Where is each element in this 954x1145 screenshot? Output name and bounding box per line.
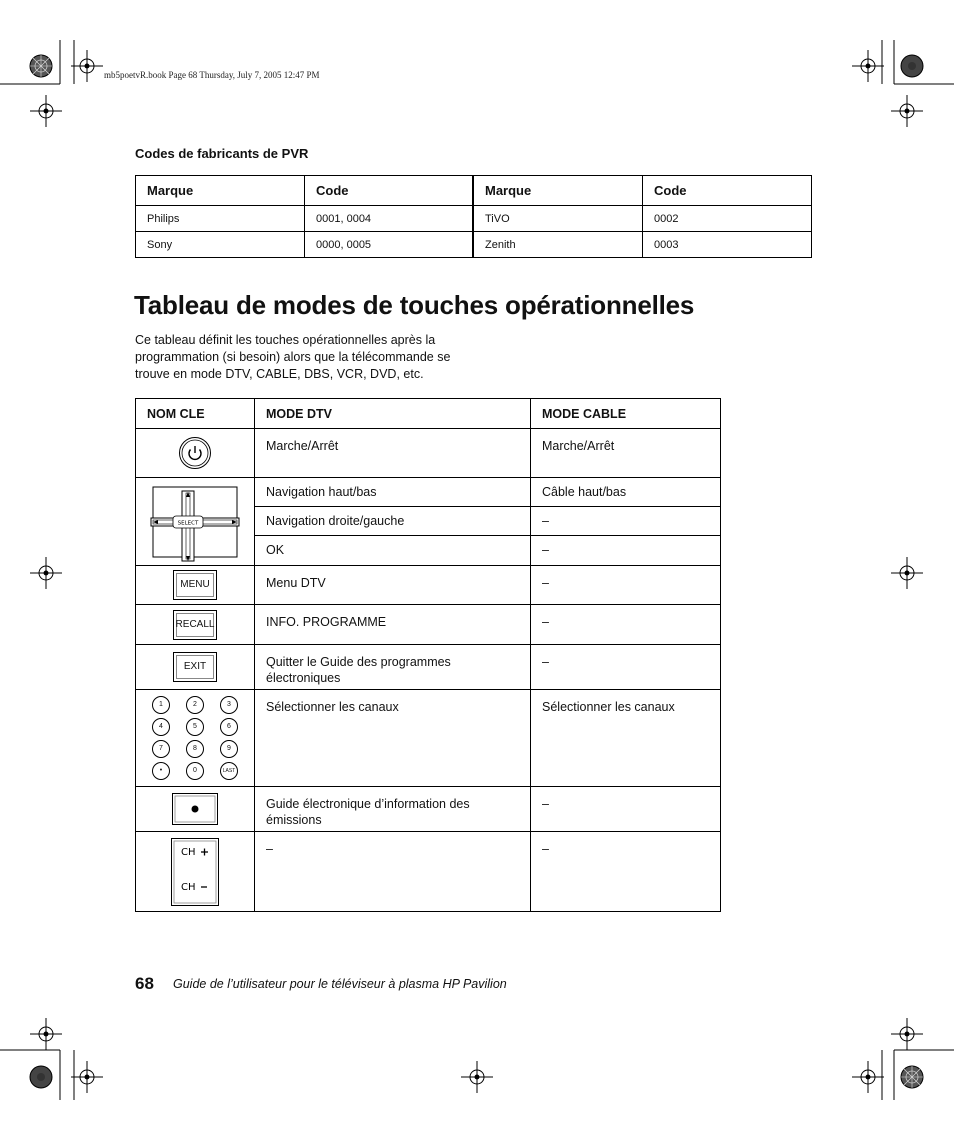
table-cell: – xyxy=(531,536,721,566)
column-header: Marque xyxy=(473,176,643,206)
key-3-icon: 3 xyxy=(220,696,238,714)
key-cell xyxy=(136,429,255,478)
table-cell: – xyxy=(531,787,721,832)
table-cell: – xyxy=(531,832,721,912)
page-title: Tableau de modes de touches opérationnelles xyxy=(134,290,695,320)
channel-up-label: CH xyxy=(181,846,196,858)
table-cell: Zenith xyxy=(473,232,643,258)
key-4-icon: 4 xyxy=(152,718,170,736)
table-row xyxy=(136,566,721,605)
column-header: Code xyxy=(305,176,474,206)
table-cell: Navigation haut/bas xyxy=(255,478,531,507)
table-cell: – xyxy=(531,507,721,536)
table-row xyxy=(136,206,812,232)
table-header-row xyxy=(136,399,721,429)
table-cell: – xyxy=(531,566,721,605)
table-cell: Navigation droite/gauche xyxy=(255,507,531,536)
key-9-icon: 9 xyxy=(220,740,238,758)
table-cell: 0002 xyxy=(643,206,812,232)
key-cell xyxy=(136,478,255,566)
table-cell: – xyxy=(255,832,531,912)
table-cell: OK xyxy=(255,536,531,566)
key-last-icon: LAST xyxy=(220,762,238,780)
navigation-pad-icon xyxy=(145,481,245,563)
key-cell xyxy=(136,566,255,605)
column-header: MODE CABLE xyxy=(531,399,721,429)
table-cell: Menu DTV xyxy=(255,566,531,605)
key-cell xyxy=(136,605,255,645)
key-cell xyxy=(136,832,255,912)
table-cell: Sony xyxy=(136,232,305,258)
channel-down-label: CH xyxy=(181,881,196,893)
page-number: 68 xyxy=(135,974,154,993)
print-file-info: mb5poetvR.book Page 68 Thursday, July 7, 2005 12:47 PM xyxy=(104,70,320,80)
key-cell xyxy=(136,787,255,832)
power-icon xyxy=(178,436,212,470)
table-cell: INFO. PROGRAMME xyxy=(255,605,531,645)
table-cell: 0000, 0005 xyxy=(305,232,474,258)
table-header-row xyxy=(136,176,812,206)
key-8-icon: 8 xyxy=(186,740,204,758)
table-row xyxy=(136,690,721,787)
column-header: Marque xyxy=(136,176,305,206)
table-row xyxy=(136,605,721,645)
recall-button-icon: RECALL xyxy=(173,610,217,640)
key-1-icon: 1 xyxy=(152,696,170,714)
table-row xyxy=(136,478,721,507)
table-cell: Sélectionner les canaux xyxy=(531,690,721,787)
pvr-codes-table xyxy=(135,175,812,258)
table-row xyxy=(136,232,812,258)
key-modes-table xyxy=(135,398,721,912)
table-row xyxy=(136,832,721,912)
table-row xyxy=(136,429,721,478)
key-5-icon: 5 xyxy=(186,718,204,736)
table-cell: Marche/Arrêt xyxy=(531,429,721,478)
key-6-icon: 6 xyxy=(220,718,238,736)
table-cell: – xyxy=(531,645,721,690)
table-cell: 0003 xyxy=(643,232,812,258)
column-header: Code xyxy=(643,176,812,206)
numeric-keypad-icon xyxy=(136,696,254,780)
key-7-icon: 7 xyxy=(152,740,170,758)
key-2-icon: 2 xyxy=(186,696,204,714)
menu-button-icon: MENU xyxy=(173,570,217,600)
channel-rocker-icon xyxy=(171,838,219,906)
table-cell: 0001, 0004 xyxy=(305,206,474,232)
table-cell: Sélectionner les canaux xyxy=(255,690,531,787)
column-header: MODE DTV xyxy=(255,399,531,429)
pvr-section-title: Codes de fabricants de PVR xyxy=(135,146,309,161)
table-cell: Quitter le Guide des programmes électroniques xyxy=(255,645,531,690)
key-0-icon: 0 xyxy=(186,762,204,780)
table-cell: TiVO xyxy=(473,206,643,232)
table-cell: Câble haut/bas xyxy=(531,478,721,507)
key-cell xyxy=(136,690,255,787)
table-row xyxy=(136,645,721,690)
key-cell xyxy=(136,645,255,690)
footer-guide-title: Guide de l’utilisateur pour le téléviseur à plasma HP Pavilion xyxy=(173,977,507,991)
table-cell: Philips xyxy=(136,206,305,232)
key-dot-icon: • xyxy=(152,762,170,780)
table-row xyxy=(136,787,721,832)
column-header: NOM CLE xyxy=(136,399,255,429)
intro-paragraph: Ce tableau définit les touches opérationnelles après la programmation (si besoin) alors que la télécommande se trouve en mode DTV, CABLE, DBS, VCR, DVD, etc. xyxy=(135,333,451,381)
exit-button-icon: EXIT xyxy=(173,652,217,682)
table-cell: Guide électronique d’information des émissions xyxy=(255,787,531,832)
select-label: SELECT xyxy=(177,520,199,526)
table-cell: – xyxy=(531,605,721,645)
table-cell: Marche/Arrêt xyxy=(255,429,531,478)
dot-button-icon xyxy=(172,793,218,825)
